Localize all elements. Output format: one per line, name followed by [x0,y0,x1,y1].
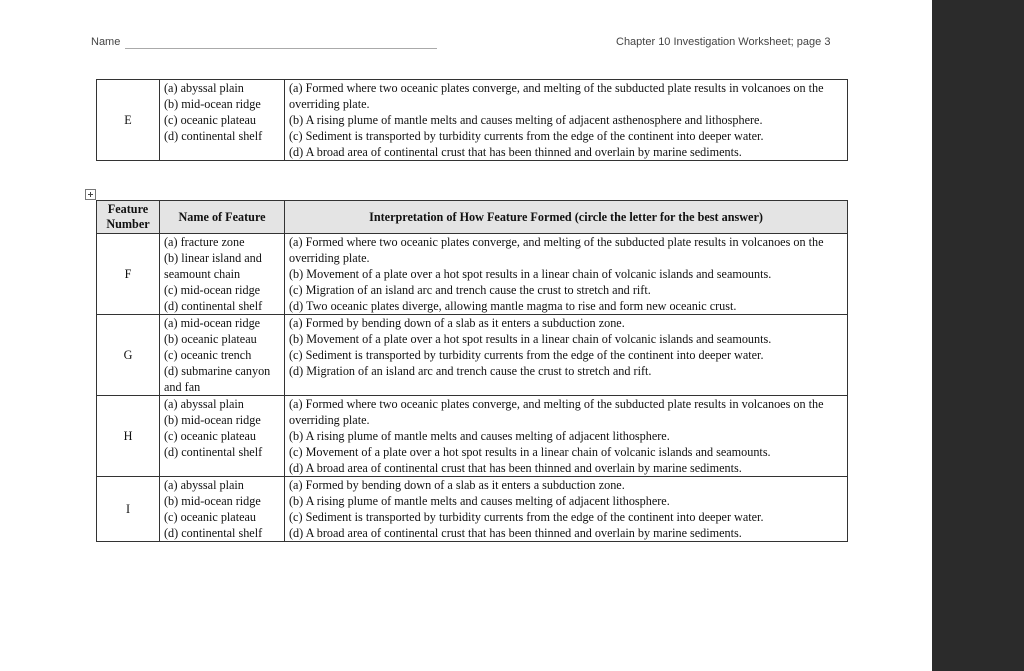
feature-name-options [160,396,285,477]
feature-name-options [160,477,285,542]
table-row [97,396,848,477]
feature-table-e [96,79,848,161]
interpretation-options [285,477,848,542]
interpretation-option[interactable]: (d) Two oceanic plates diverge, allowing mantle magma to rise and form new oceanic crust. [289,299,737,313]
feature-number: E [97,80,160,161]
interpretation-option[interactable]: (a) Formed where two oceanic plates converge, and melting of the subducted plate results in volcanoes on the overriding plate. [289,81,824,111]
page-title: Chapter 10 Investigation Worksheet; page 3 [616,36,831,48]
name-option[interactable]: (a) abyssal plain [164,397,244,411]
interpretation-option[interactable]: (b) Movement of a plate over a hot spot results in a linear chain of volcanic islands and seamounts. [289,267,772,281]
name-option[interactable]: (a) fracture zone [164,235,245,249]
interpretation-option[interactable]: (b) A rising plume of mantle melts and causes melting of adjacent lithosphere. [289,429,670,443]
interpretation-option[interactable]: (c) Sediment is transported by turbidity currents from the edge of the continent into deeper water. [289,348,764,362]
feature-number: F [97,234,160,315]
feature-table [96,200,848,542]
interpretation-option[interactable]: (c) Sediment is transported by turbidity currents from the edge of the continent into deeper water. [289,129,764,143]
interpretation-option[interactable]: (a) Formed where two oceanic plates converge, and melting of the subducted plate results in volcanoes on the overriding plate. [289,235,824,265]
interpretation-option[interactable]: (b) Movement of a plate over a hot spot results in a linear chain of volcanic islands and seamounts. [289,332,772,346]
name-option[interactable]: (d) continental shelf [164,526,263,540]
name-option[interactable]: (a) mid-ocean ridge [164,316,261,330]
feature-number: G [97,315,160,396]
name-option[interactable]: (c) oceanic trench [164,348,252,362]
table-row [97,80,848,161]
name-option[interactable]: (d) continental shelf [164,129,263,143]
interpretation-option[interactable]: (d) A broad area of continental crust that has been thinned and overlain by marine sediments. [289,145,742,159]
interpretation-option[interactable]: (b) A rising plume of mantle melts and causes melting of adjacent lithosphere. [289,494,670,508]
feature-number: H [97,396,160,477]
interpretation-option[interactable]: (b) A rising plume of mantle melts and causes melting of adjacent asthenosphere and lithosphere. [289,113,763,127]
name-option[interactable]: (c) mid-ocean ridge [164,283,261,297]
interpretation-option[interactable]: (c) Migration of an island arc and trench cause the crust to stretch and rift. [289,283,651,297]
name-option[interactable]: (c) oceanic plateau [164,510,257,524]
name-option[interactable]: (d) submarine canyon and fan [164,364,271,394]
column-header-name: Name of Feature [160,201,285,234]
table-header-row [97,201,848,234]
interpretation-option[interactable]: (c) Sediment is transported by turbidity currents from the edge of the continent into deeper water. [289,510,764,524]
interpretation-options [285,80,848,161]
name-option[interactable]: (a) abyssal plain [164,81,244,95]
table-row [97,315,848,396]
name-option[interactable]: (b) mid-ocean ridge [164,97,261,111]
name-label: Name [91,36,121,48]
table-row [97,234,848,315]
interpretation-options [285,234,848,315]
name-option[interactable]: (b) oceanic plateau [164,332,257,346]
feature-number: I [97,477,160,542]
name-option[interactable]: (d) continental shelf [164,445,263,459]
table-move-handle-icon[interactable] [85,189,96,200]
interpretation-option[interactable]: (a) Formed by bending down of a slab as it enters a subduction zone. [289,478,625,492]
feature-name-options [160,315,285,396]
name-option[interactable]: (c) oceanic plateau [164,429,257,443]
interpretation-option[interactable]: (d) A broad area of continental crust that has been thinned and overlain by marine sediments. [289,526,742,540]
name-option[interactable]: (b) mid-ocean ridge [164,494,261,508]
interpretation-option[interactable]: (d) Migration of an island arc and trench cause the crust to stretch and rift. [289,364,652,378]
interpretation-option[interactable]: (a) Formed where two oceanic plates converge, and melting of the subducted plate results in volcanoes on the overriding plate. [289,397,824,427]
name-option[interactable]: (c) oceanic plateau [164,113,257,127]
name-blank-line [125,48,437,49]
feature-name-options [160,234,285,315]
interpretation-options [285,315,848,396]
interpretation-option[interactable]: (a) Formed by bending down of a slab as it enters a subduction zone. [289,316,625,330]
name-option[interactable]: (b) mid-ocean ridge [164,413,261,427]
column-header-interpretation: Interpretation of How Feature Formed (circle the letter for the best answer) [285,201,848,234]
name-option[interactable]: (d) continental shelf [164,299,263,313]
name-option[interactable]: (a) abyssal plain [164,478,244,492]
interpretation-option[interactable]: (d) A broad area of continental crust that has been thinned and overlain by marine sediments. [289,461,742,475]
viewer-side-panel [932,0,1024,671]
table-row [97,477,848,542]
column-header-number: Feature Number [97,201,160,234]
interpretation-option[interactable]: (c) Movement of a plate over a hot spot results in a linear chain of volcanic islands and seamounts. [289,445,771,459]
feature-name-options [160,80,285,161]
name-option[interactable]: (b) linear island and seamount chain [164,251,262,281]
interpretation-options [285,396,848,477]
